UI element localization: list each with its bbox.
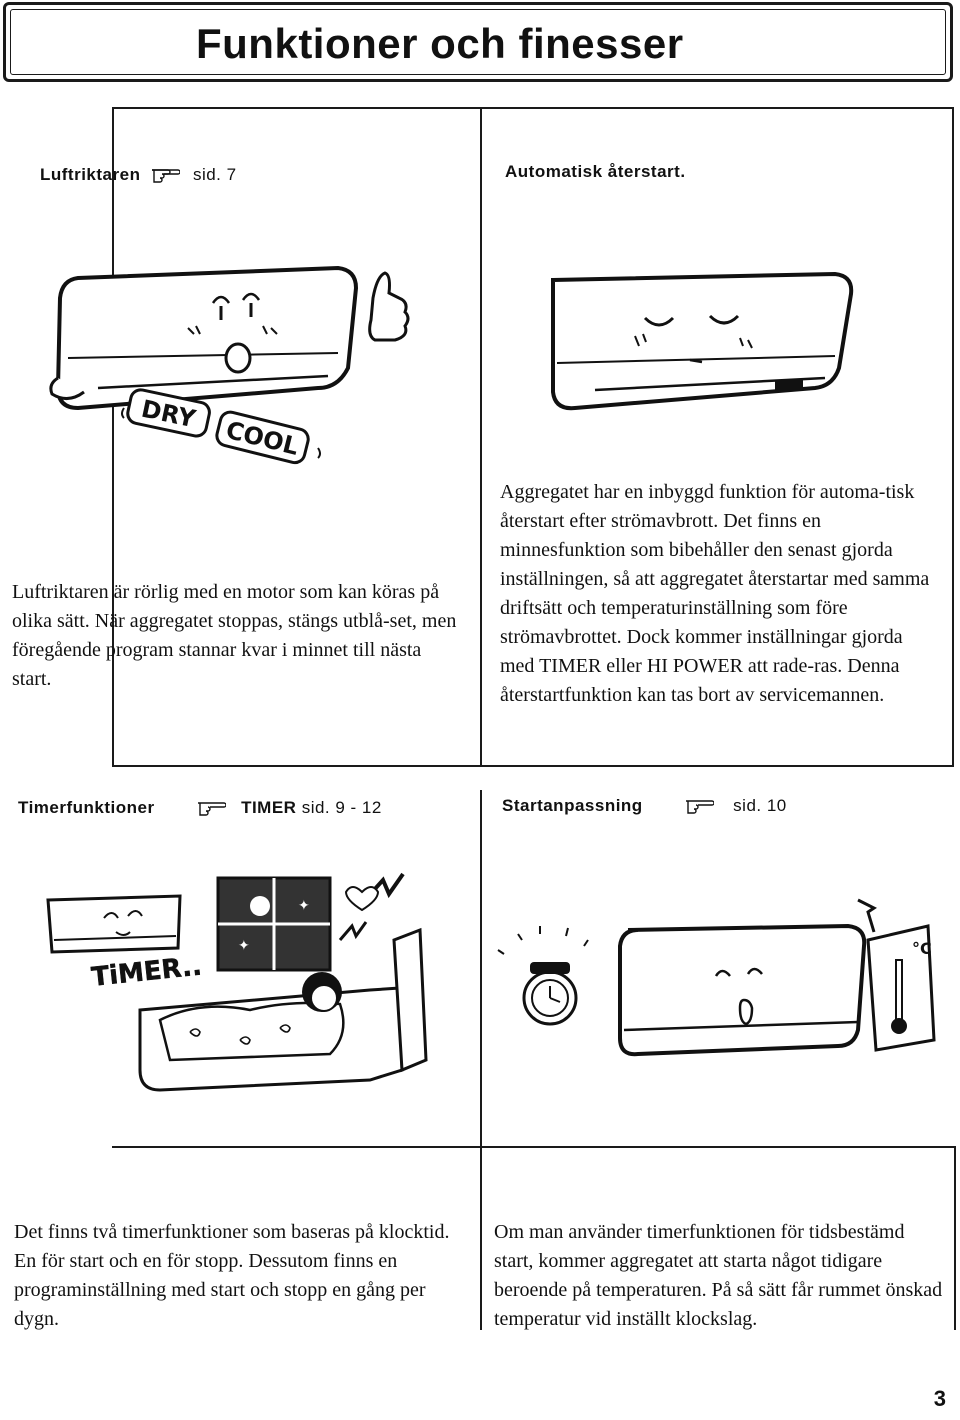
pointing-hand-icon (196, 798, 231, 817)
svg-text:✦: ✦ (298, 898, 310, 914)
timer-text: Det finns två timerfunktioner som baseras på klocktid. En för start och en för stopp. Dessutom finns en programinställning med start och stopp en gång per dygn. (14, 1221, 450, 1330)
celsius-label: °C (912, 939, 932, 958)
luftriktaren-text: Luftriktaren är rörlig med en motor som kan köras på olika sätt. När aggregatet stoppas, stängs utblå-set, men föregående program stannar kvar i minnet till nästa start. (12, 581, 457, 690)
dry-badge: DRY (138, 394, 198, 434)
luftriktaren-heading-text: Luftriktaren (40, 165, 141, 184)
startanpassning-heading (502, 793, 787, 816)
startanpassning-illustration (488, 890, 948, 1070)
lower-top-line (112, 1146, 954, 1148)
title-box (3, 2, 953, 82)
automatisk-heading: Automatisk återstart. (505, 162, 686, 181)
timer-badge: TiMER.. (90, 951, 204, 993)
ac-restart-illustration (535, 268, 865, 418)
lower-divider (480, 790, 482, 1330)
page-number: 3 (933, 1386, 946, 1411)
startanpassning-heading-text: Startanpassning (502, 796, 643, 815)
timer-illustration (40, 870, 440, 1100)
svg-text:✦: ✦ (238, 938, 250, 954)
automatisk-text: Aggregatet har en inbyggd funktion för automa-tisk återstart efter strömavbrott. Det finns en minnesfunktion som bibehåller den senast gjorda inställningen, så att aggregatet återstartar med samma driftsätt och temperaturinställning som före strömavbrottet. Dock kommer inställningar gjorda med TIMER eller HI POWER att rade-ras. Denna återstartfunktion kan tas bort av servicemannen. (500, 481, 930, 706)
timer-heading-text: Timerfunktioner (18, 798, 155, 817)
pointing-hand-icon (150, 165, 185, 184)
ac-dry-cool-illustration (38, 258, 458, 468)
timer-ref-bold: TIMER (241, 798, 297, 817)
luftriktaren-ref: sid. 7 (192, 165, 237, 184)
timer-ref (241, 798, 382, 817)
startanpassning-text: Om man använder timerfunktionen för tidsbestämd start, kommer aggregatet att starta något tidigare beroende på temperaturen. På så sätt får rummet önskad temperatur vid inställt klockslag. (494, 1221, 943, 1330)
cool-badge: COOL (223, 415, 302, 461)
luftriktaren-heading (40, 162, 237, 185)
timer-heading (18, 795, 382, 818)
upper-divider (480, 107, 482, 767)
pointing-hand-icon (684, 796, 719, 815)
lower-right-edge (954, 1146, 956, 1330)
page-title: Funktioner och finesser (196, 20, 684, 67)
timer-ref-page: sid. 9 - 12 (301, 798, 382, 817)
startanpassning-ref: sid. 10 (733, 796, 787, 815)
